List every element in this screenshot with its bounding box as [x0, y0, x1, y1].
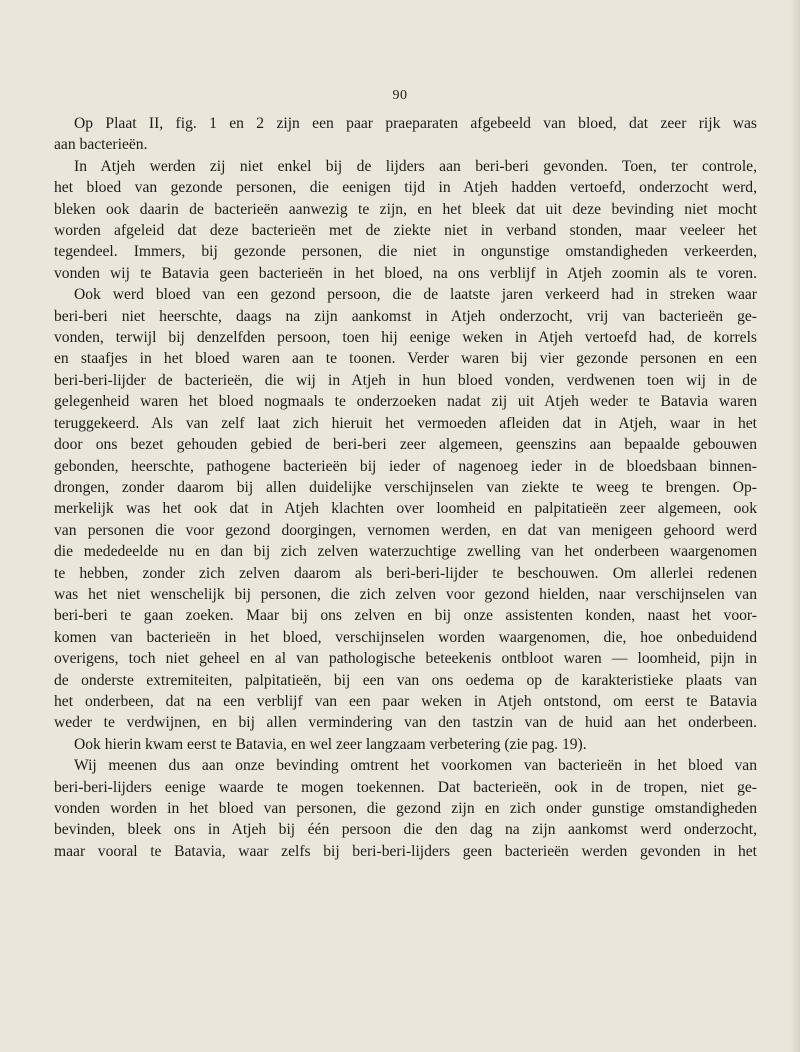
text-line: het bloed van gezonde personen, die eenigen tijd in Atjeh hadden vertoefd, onderzocht werd, — [54, 179, 757, 197]
page-number: 90 — [392, 88, 408, 103]
text-line: gebonden, heerschte, pathogene bacterieën bij ieder of nagenoeg ieder in de bloedsbaan binnen- — [54, 457, 757, 475]
text-line: te hebben, zonder zich zelven daarom als beri-beri-lijder te beschouwen. Om allerlei redenen — [54, 564, 757, 582]
text-line: drongen, zonder daarom bij allen duidelijke verschijnselen van ziekte te weeg te brengen. Op- — [54, 478, 757, 496]
text-line: vonden, terwijl bij denzelfden persoon, toen hij eenige weken in Atjeh vertoefd had, de korrels — [54, 329, 757, 347]
text-line: van personen die voor gezond doorgingen, vernomen werden, en dat van menigeen gehoord werd — [54, 521, 757, 539]
text-line: Wij meenen dus aan onze bevinding omtrent het voorkomen van bacterieën in het bloed van — [74, 757, 757, 775]
text-line: merkelijk was het ook dat in Atjeh klachten over loomheid en palpitatieën zeer algemeen, ook — [54, 500, 757, 518]
page-edge-shadow — [790, 0, 800, 1052]
text-line: worden afgeleid dat deze bacterieën met de ziekte niet in verband stonden, maar veeleer het — [54, 222, 757, 240]
text-line: door ons bezet gehouden gebied de beri-beri zeer algemeen, geenszins aan bepaalde gebouwen — [54, 436, 757, 454]
text-line: bevinden, bleek ons in Atjeh bij één persoon die den dag na zijn aankomst werd onderzocht, — [54, 821, 757, 839]
text-line: Ook hierin kwam eerst te Batavia, en wel zeer langzaam verbetering (zie pag. 19). — [74, 735, 587, 753]
text-line: beri-beri-lijder de bacterieën, die wij in Atjeh in hun bloed vonden, verdwenen toen wij in de — [54, 371, 757, 389]
text-line: en staafjes in het bloed waren aan te toonen. Verder waren bij vier gezonde personen en een — [54, 350, 757, 368]
text-line: maar vooral te Batavia, waar zelfs bij beri-beri-lijders geen bacterieën werden gevonden in het — [54, 842, 757, 860]
text-line: vonden wij te Batavia geen bacterieën in het bloed, na ons verblijf in Atjeh zoomin als te voren. — [54, 264, 757, 282]
text-line: Ook werd bloed van een gezond persoon, die de laatste jaren verkeerd had in streken waar — [74, 286, 757, 304]
text-line: het onderbeen, dat na een verblijf van een paar weken in Atjeh ontstond, om eerst te Batavia — [54, 692, 757, 710]
text-line: teruggekeerd. Als van zelf laat zich hieruit het vermoeden afleiden dat in Atjeh, waar in het — [54, 414, 757, 432]
text-line: de onderste extremiteiten, palpitatieën, bij een van ons oedema op de karakteristieke plaats van — [54, 671, 757, 689]
text-line: tegendeel. Immers, bij gezonde personen, die niet in ongunstige omstandigheden verkeerden, — [54, 243, 757, 261]
text-line: In Atjeh werden zij niet enkel bij de lijders aan beri-beri gevonden. Toen, ter controle, — [74, 157, 757, 175]
text-line: beri-beri niet heerschte, daags na zijn aankomst in Atjeh onderzocht, vrij van bacterieën ge- — [54, 307, 757, 325]
text-line: beri-beri te gaan zoeken. Maar bij ons zelven en bij onze assistenten konden, naast het voor- — [54, 607, 757, 625]
text-line: bleken ook daarin de bacterieën aanwezig te zijn, en het bleek dat uit deze bevinding niet mocht — [54, 200, 757, 218]
text-line: overigens, toch niet geheel en al van pathologische beteekenis ontbloot waren — loomheid, pijn in — [54, 650, 757, 668]
text-line: Op Plaat II, fig. 1 en 2 zijn een paar praeparaten afgebeeld van bloed, dat zeer rijk was — [74, 115, 757, 132]
text-line: was het niet wenschelijk bij personen, die zich zelven voor gezond hielden, naar verschijnselen van — [54, 585, 757, 603]
text-line: komen van bacterieën in het bloed, verschijnselen worden waargenomen, die, hoe onbeduidend — [54, 628, 757, 646]
text-line: beri-beri-lijders eenige waarde te mogen toekennen. Dat bacterieën, ook in de tropen, niet ge- — [54, 778, 757, 796]
text-line: weder te verdwijnen, en bij allen vermindering van den tastzin van de huid aan het onderbeen. — [54, 714, 757, 732]
text-line: die mededeelde nu en dan bij zich zelven waterzuchtige zwelling van het onderbeen waargenomen — [54, 543, 757, 561]
body-text — [54, 113, 757, 862]
text-line: gelegenheid waren het bloed nogmaals te onderzoeken nadat zij uit Atjeh weder te Batavia waren — [54, 393, 757, 411]
text-line: vonden worden in het bloed van personen, die gezond zijn en zich onder gunstige omstandigheden — [54, 800, 757, 817]
text-line: aan bacterieën. — [54, 136, 148, 154]
